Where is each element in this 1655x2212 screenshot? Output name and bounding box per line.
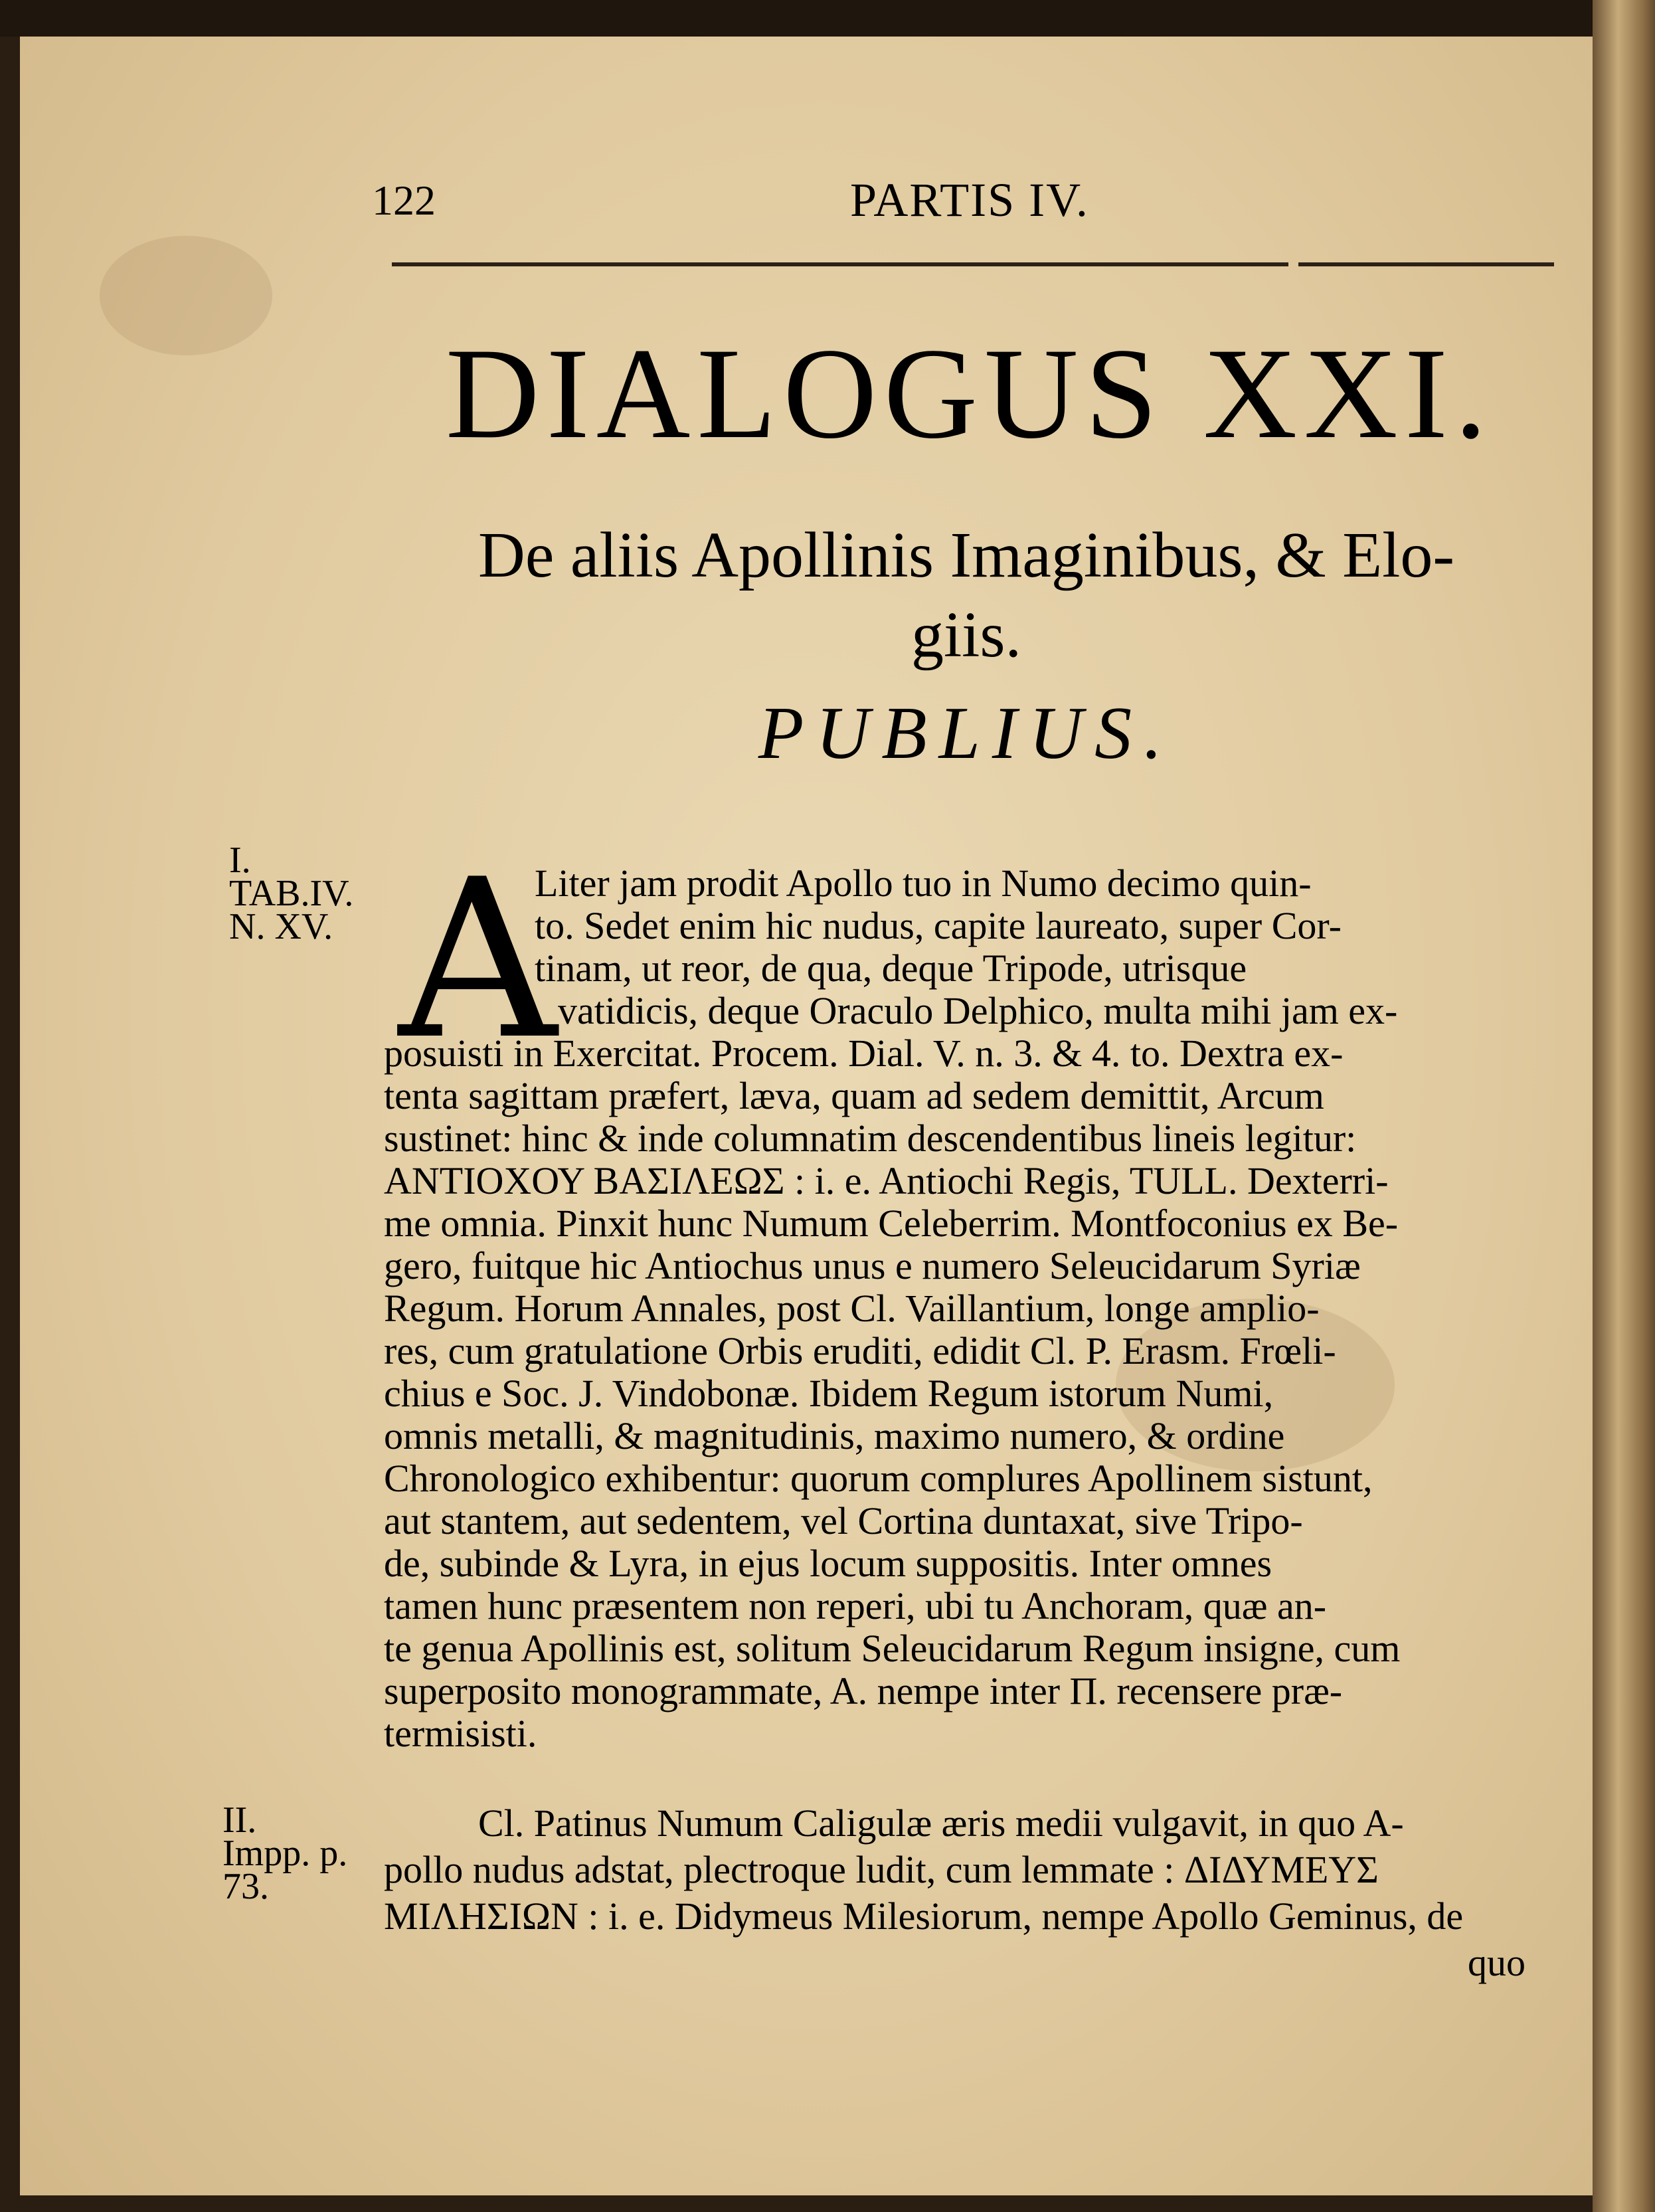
text-line: omnis metalli, & magnitudinis, maximo numero, & ordine [384, 1414, 1285, 1457]
text-line: Liter jam prodit Apollo tuo in Numo decimo quin- [535, 862, 1312, 905]
text-line: quo [1468, 1941, 1525, 1984]
text-line: ΑΝΤΙΟΧΟΥ ΒΑΣΙΛΕΩΣ : i. e. Antiochi Regis, TULL. Dexterri- [384, 1159, 1389, 1202]
text-line: ΜΙΛΗΣΙΩΝ : i. e. Didymeus Milesiorum, nempe Apollo Geminus, de [384, 1894, 1464, 1938]
text-line: aut stantem, aut sedentem, vel Cortina duntaxat, sive Tripo- [384, 1499, 1303, 1542]
dialogue-subtitle-line2: giis. [911, 599, 1022, 671]
text-line: vatidicis, deque Oraculo Delphico, multa mihi jam ex- [558, 989, 1398, 1032]
margin-note-first: I. TAB.IV. N. XV. [229, 840, 354, 947]
text-line: res, cum gratulatione Orbis eruditi, edidit Cl. P. Erasm. Frœli- [384, 1329, 1336, 1372]
running-title: PARTIS IV. [850, 173, 1089, 227]
page-number: 122 [372, 177, 436, 224]
drop-cap: A [398, 832, 557, 1087]
margin-note-second: II. Impp. p. 73. [222, 1799, 348, 1907]
text-line: tenta sagittam præfert, læva, quam ad sedem demittit, Arcum [384, 1074, 1324, 1117]
header-rule [392, 262, 1288, 266]
text-line: superposito monogrammate, A. nempe inter Π. recensere præ- [384, 1669, 1343, 1712]
page-gutter [1593, 0, 1655, 2212]
text-line: me omnia. Pinxit hunc Numum Celeberrim. Montfoconius ex Be- [384, 1202, 1399, 1245]
speaker-name: PUBLIUS. [758, 692, 1175, 775]
text-line: tamen hunc præsentem non reperi, ubi tu Anchoram, quæ an- [384, 1584, 1327, 1627]
text-line: te genua Apollinis est, solitum Seleucidarum Regum insigne, cum [384, 1627, 1401, 1670]
text-line: to. Sedet enim hic nudus, capite laureato, super Cor- [535, 904, 1342, 947]
paper-stain [100, 236, 272, 355]
book-edge-top [0, 0, 1655, 37]
text-line: chius e Soc. J. Vindobonæ. Ibidem Regum istorum Numi, [384, 1372, 1274, 1415]
text-line: de, subinde & Lyra, in ejus locum suppositis. Inter omnes [384, 1542, 1272, 1585]
text-line: pollo nudus adstat, plectroque ludit, cum lemmate : ΔΙΔΥΜΕΥΣ [384, 1848, 1379, 1891]
text-line: termisisti. [384, 1712, 537, 1755]
text-line: tinam, ut reor, de qua, deque Tripode, utrisque [535, 947, 1247, 990]
text-line: Chronologico exhibentur: quorum complures Apollinem sistunt, [384, 1457, 1373, 1500]
dialogue-subtitle-line1: De aliis Apollinis Imaginibus, & Elo- [478, 519, 1454, 591]
text-line: Cl. Patinus Numum Caligulæ æris medii vulgavit, in quo A- [478, 1801, 1404, 1845]
text-line: gero, fuitque hic Antiochus unus e numero Seleucidarum Syriæ [384, 1244, 1361, 1287]
text-line: posuisti in Exercitat. Procem. Dial. V. n. 3. & 4. to. Dextra ex- [384, 1032, 1344, 1075]
text-line: sustinet: hinc & inde columnatim descendentibus lineis legitur: [384, 1117, 1357, 1160]
text-line: Regum. Horum Annales, post Cl. Vaillantium, longe amplio- [384, 1287, 1320, 1330]
header-rule-short [1298, 262, 1554, 266]
dialogue-title: DIALOGUS XXI. [445, 322, 1494, 466]
